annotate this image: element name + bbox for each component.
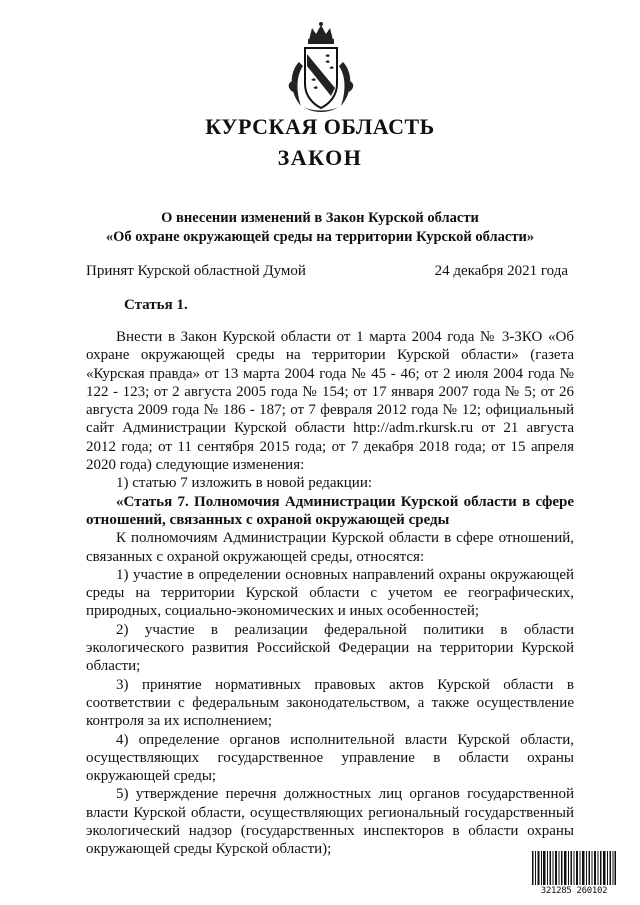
paragraph-item: 4) определение органов исполнительной власти Курской области, осуществляющих государственное управление в области охраны окружающей среды; [86,731,574,785]
kursk-coat-of-arms-icon [285,22,357,120]
article-heading: Статья 1. [124,297,188,313]
adopted-by-text: Принят Курской областной Думой [86,263,306,279]
region-title: КУРСКАЯ ОБЛАСТЬ [205,114,435,139]
paragraph-item: К полномочиям Администрации Курской области в сфере отношений, связанных с охраной окружающей среды, относятся: [86,530,574,565]
barcode-icon [532,851,616,885]
paragraph-item: 2) участие в реализации федеральной политики в области экологического развития Российской Федерации на территории Курской области; [86,621,574,675]
document-type-title: ЗАКОН [277,145,363,170]
paragraph-intro: Внести в Закон Курской области от 1 марта 2004 года № 3-ЗКО «Об охране окружающей среды на территории Курской области» (газета «Курская правда» от 13 марта 2004 года № 45 - 46; от 2 июля 2004 года № 122 - 123; от 2 августа 2005 года № 154; от 17 января 2007 года № 5; от 26 августа 2009 года № 186 - 187; от 7 февраля 2012 года № 12; официальный сайт Администрации Курской области http://adm.rkursk.ru от 21 августа 2012 года; от 11 сентября 2015 года; от 7 декабря 2018 года; от 15 апреля 2020 года) следующие изменения: [86,329,574,474]
adoption-date: 24 декабря 2021 года [434,263,568,279]
paragraph-item: 1) статью 7 изложить в новой редакции: [116,475,373,492]
article-7-heading: «Статья 7. Полномочия Администрации Курской области в сфере отношений, связанных с охраной окружающей среды [86,493,574,528]
paragraph-item: 5) утверждение перечня должностных лиц органов государственной власти Курской области, осуществляющих региональный государственный экологический надзор (государственных инспекторов в области охраны окружающей среды Курской области); [86,786,574,858]
document-body [86,328,574,859]
document-subtitle-line-2: «Об охране окружающей среды на территории Курской области» [105,229,535,245]
document-subtitle-line-1: О внесении изменений в Закон Курской области [161,210,479,226]
barcode [532,851,616,897]
barcode-number: 321285 260102 [540,886,608,896]
paragraph-item: 1) участие в определении основных направлений охраны окружающей среды на территории Курской области с учетом ее географических, природных, социально-экономических и иных особенностей; [86,566,574,620]
paragraph-item: 3) принятие нормативных правовых актов Курской области в соответствии с федеральным законодательством, а также осуществление контроля за их исполнением; [86,676,574,730]
